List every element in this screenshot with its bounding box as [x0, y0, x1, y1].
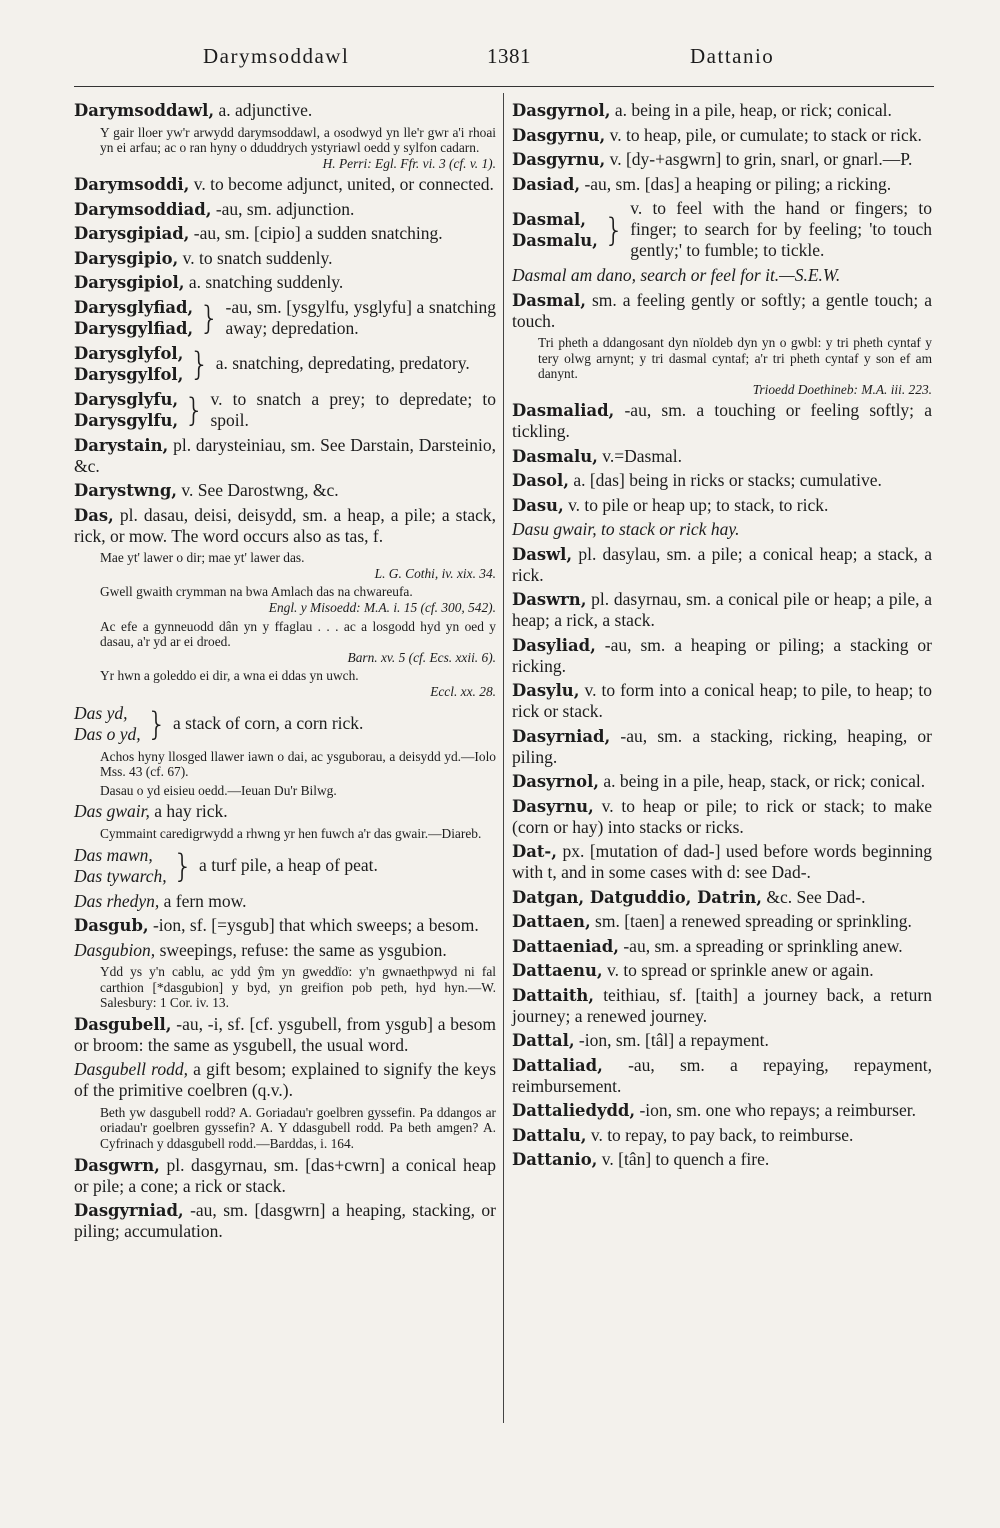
entry [512, 589, 932, 631]
quotation [74, 826, 496, 842]
definition: a. snatching, depredating, predatory. [215, 353, 470, 374]
entry [512, 635, 932, 677]
headword: Dasgyrnu, [512, 150, 606, 169]
headword: Dasmal, [512, 290, 586, 310]
definition: v. to feel with the hand or fingers; to finger; to search for by feeling; 'to touch gently;' to fumble; to tickle. [630, 198, 932, 260]
entry [512, 1030, 932, 1051]
definition: a. snatching suddenly. [188, 272, 344, 293]
right-column [512, 100, 932, 1174]
headword: Darystain, [74, 435, 169, 455]
headword: Dasgwrn, [74, 1155, 160, 1175]
headword-variant: Dasmalu, [512, 230, 598, 250]
quotation [74, 783, 496, 799]
citation: Engl. y Misoedd: M.A. i. 15 (cf. 300, 542). [268, 600, 496, 616]
entry [512, 911, 932, 932]
headword-variant: Darysgylfol, [74, 364, 184, 384]
entry [74, 1059, 496, 1101]
headword: Dattaliad, [512, 1055, 603, 1075]
brace: } [184, 390, 205, 429]
definition: pl. dasau, deisi, deisydd, sm. a heap, a pile; a stack, rick, or mow. The word occurs also as tas, f. [74, 504, 496, 546]
entry [512, 796, 932, 838]
brace: } [146, 704, 167, 743]
paired-entry [74, 703, 496, 745]
paired-entry [74, 389, 496, 431]
headword: Darymsoddawl, [74, 101, 215, 120]
entry [512, 446, 932, 467]
headword: Darysglyfiad, [74, 297, 194, 317]
definition: v. to form into a conical heap; to pile, to heap; to rick or stack. [512, 680, 932, 722]
definition: v. to become adjunct, united, or connected. [193, 174, 494, 195]
quote-text: Gwell gwaith crymman na bwa Amlach das na chwareufa. [100, 584, 413, 600]
quote-text: Cymmaint caredigrwydd a rhwng yr hen fuwch a'r das gwair.—Diareb. [100, 825, 482, 841]
phrase: Dasmal am dano, search or feel for it.—S.E.W. [512, 265, 841, 285]
definition: -au, sm. a repaying, repayment, reimbursement. [512, 1054, 933, 1096]
headword: Darysgipio, [74, 248, 179, 268]
definition: a turf pile, a heap of peat. [199, 855, 378, 875]
quotation [74, 668, 496, 699]
definition: -au, sm. a touching or feeling softly; a tickling. [512, 400, 933, 442]
phrase: Das mawn, [74, 844, 153, 865]
entry [74, 435, 496, 477]
entry [512, 887, 932, 908]
definition: -ion, sf. [=ysgub] that which sweeps; a besom. [152, 915, 479, 935]
page-number: 1381 [487, 44, 531, 68]
definition: v. to snatch a prey; to depredate; to spoil. [210, 388, 496, 430]
phrase: Dasgubion, [74, 939, 156, 960]
entry [512, 1149, 932, 1170]
quotation [74, 1105, 496, 1152]
phrase-variant: Das o yd, [74, 723, 141, 744]
headword: Datgan, Datguddio, Datrin, [512, 887, 762, 907]
entry [74, 100, 496, 121]
paired-entry [74, 845, 496, 887]
entry [74, 1200, 496, 1242]
entry [512, 936, 932, 957]
entry [74, 801, 496, 822]
entry [512, 680, 932, 722]
definition: a. being in a pile, heap, stack, or rick; conical. [603, 771, 926, 792]
entry [512, 1100, 932, 1121]
headword-variant: Darysgylfiad, [74, 318, 194, 338]
quote-text: Tri pheth a ddangosant dyn nïoldeb dyn yn o gwbl: y tri pheth cyntaf y tery olwg arnynt; y tri dasmal cyntaf; a'r tri pheth cyntaf y son ef am danynt. [538, 335, 932, 382]
definition: a. being in a pile, heap, or rick; conical. [614, 100, 892, 120]
quotation [74, 584, 496, 615]
definition: -au, sm. [ysgylfu, ysglyfu] a snatching away; depredation. [225, 296, 496, 338]
quote-text: Beth yw dasgubell rodd? A. Goriadau'r goelbren gyssefin. Pa ddangos ar oriadau'r goelbren gyssefin? A. Y ddasgubell rodd. Pa beth amgen? A. Cyfrinach y ddasgubell rodd.—Barddas, i. 164. [100, 1104, 496, 1151]
definition: -au, sm. a stacking, ricking, heaping, or piling. [512, 725, 933, 767]
headword: Dattanio, [512, 1150, 598, 1170]
quotation [74, 749, 496, 780]
definition: v. [dy-+asgwrn] to grin, snarl, or gnarl.—P. [609, 149, 913, 169]
left-column [74, 100, 496, 1246]
phrase: Das yd, [74, 702, 128, 723]
quotation [74, 964, 496, 1011]
phrase-entry [512, 265, 932, 286]
entry [512, 174, 932, 195]
entry [74, 891, 496, 912]
headword: Dasmal, [512, 209, 586, 229]
definition: pl. dasyrnau, sm. a conical pile or heap; a pile, a heap; a rick, a stack. [512, 589, 932, 631]
quotation [74, 550, 496, 581]
citation: Trioedd Doethineb: M.A. iii. 223. [752, 381, 932, 397]
headword: Dattaenu, [512, 961, 603, 981]
entry [74, 174, 496, 195]
headword: Dattaen, [512, 912, 591, 932]
headword: Das, [74, 505, 114, 525]
headword: Darysgipiad, [74, 224, 190, 244]
quotation [512, 335, 932, 397]
phrase: Das rhedyn, [74, 890, 160, 911]
definition: -au, sm. a spreading or sprinkling anew. [623, 935, 903, 956]
definition: px. [mutation of dad-] used before words beginning with t, and in some cases with d: see Dad-. [512, 841, 932, 883]
entry [512, 985, 932, 1027]
entry [512, 495, 932, 516]
entry [512, 726, 932, 768]
definition: -au, sm. a heaping or piling; a stacking or ricking. [512, 634, 932, 676]
citation: L. G. Cothi, iv. xix. 34. [374, 565, 496, 581]
entry [74, 272, 496, 293]
entry [512, 544, 932, 586]
definition: -ion, sm. [tâl] a repayment. [578, 1030, 769, 1051]
definition: v. to pile or heap up; to stack, to rick. [568, 494, 829, 515]
running-header [75, 44, 933, 78]
entry [74, 1155, 496, 1197]
brace: } [603, 210, 625, 249]
entry [512, 960, 932, 981]
definition: a stack of corn, a corn rick. [172, 713, 364, 734]
entry [74, 248, 496, 269]
phrase: Das gwair, [74, 801, 150, 822]
definition: teithiau, sf. [taith] a journey back, a return journey; a renewed journey. [512, 984, 933, 1026]
definition: a gift besom; explained to signify the keys of the primitive coelbren (q.v.). [74, 1059, 497, 1101]
entry [512, 771, 932, 792]
definition: v. See Darostwng, &c. [181, 480, 339, 501]
definition: v. to repay, to pay back, to reimburse. [590, 1124, 854, 1145]
definition: pl. dasgyrnau, sm. [das+cwrn] a conical heap or pile; a cone; a rick or stack. [74, 1154, 497, 1196]
headword: Dasgyrnol, [512, 101, 611, 120]
headword: Dasol, [512, 471, 569, 491]
headword: Dattaliedydd, [512, 1101, 636, 1121]
headword: Daswrn, [512, 590, 587, 610]
definition: a. [das] being in ricks or stacks; cumulative. [573, 470, 882, 491]
quote-text: Ac efe a gynneuodd dân yn y ffaglau . . . ac a losgodd hyd yn oed y dasau, a'r yd ar ei droed. [100, 618, 496, 650]
quote-text: Dasau o yd eisieu oedd.—Ieuan Du'r Bilwg. [100, 782, 337, 798]
quotation [74, 125, 496, 172]
headword: Dasylu, [512, 681, 580, 701]
citation: Eccl. xx. 28. [430, 684, 496, 700]
entry [512, 149, 932, 170]
definition: -ion, sm. one who repays; a reimburser. [639, 1100, 916, 1121]
headword: Dattal, [512, 1031, 575, 1051]
definition: v. to snatch suddenly. [182, 247, 333, 268]
entry [512, 1125, 932, 1146]
headword: Dattaeniad, [512, 936, 619, 956]
headword: Dasiad, [512, 174, 581, 194]
headword: Dasgyrnu, [512, 125, 606, 145]
entry [74, 199, 496, 220]
quote-text: Y gair lloer yw'r arwydd darymsoddawl, a osodwyd yn lle'r gwr a'i rhoai yn ei arfau; ac o ran hyny o dduddrych ystyriawl oedd y sylfon cadarn. [100, 124, 496, 156]
definition: a hay rick. [154, 801, 228, 822]
definition: -au, sm. adjunction. [215, 198, 355, 219]
headword: Darysgipiol, [74, 273, 185, 293]
definition: sweepings, refuse: the same as ysgubion. [159, 939, 447, 960]
definition: sm. [taen] a renewed spreading or sprinkling. [595, 911, 912, 932]
phrase: Dasu gwair, to stack or rick hay. [512, 519, 740, 540]
quote-text: Ydd ys y'n cablu, ac ydd ŷm yn gweddïo: y'n gwnaethpwyd ni fal carthion [*dasgubion] y byd, yn greifion pob peth, hyd hyn.—W. Salesbury: 1 Cor. iv. 13. [100, 964, 496, 1011]
definition: -au, -i, sf. [cf. ysgubell, from ysgub] a besom or broom: the same as ysgubell, the usual word. [74, 1013, 497, 1055]
headword: Dasmalu, [512, 446, 598, 466]
headword: Dattaith, [512, 985, 595, 1005]
definition: v.=Dasmal. [602, 445, 682, 466]
citation: Barn. xv. 5 (cf. Ecs. xxii. 6). [347, 649, 496, 665]
column-divider [503, 93, 504, 1423]
headword: Dasyrnol, [512, 772, 600, 792]
headword: Darymsoddiad, [74, 199, 212, 219]
definition: v. to heap or pile; to rick or stack; to make (corn or hay) into stacks or ricks. [512, 795, 933, 837]
entry [74, 940, 496, 961]
headword: Dasyliad, [512, 635, 596, 655]
entry [74, 480, 496, 501]
brace: } [189, 344, 210, 383]
entry [74, 505, 496, 547]
citation: H. Perri: Egl. Ffr. vi. 3 (cf. v. 1). [322, 155, 496, 171]
definition: pl. darysteiniau, sm. See Darstain, Darsteinio, &c. [74, 434, 496, 476]
paired-entry [512, 198, 932, 261]
headword: Darysglyfu, [74, 389, 179, 409]
quote-text: Achos hyny llosged llawer iawn o dai, ac ysguborau, a deisydd yd.—Iolo Mss. 43 (cf. 67). [100, 748, 496, 780]
headword: Dasyrnu, [512, 796, 594, 816]
entry [74, 223, 496, 244]
headword: Daswl, [512, 544, 573, 564]
entry [512, 841, 932, 883]
definition: a fern mow. [163, 890, 247, 911]
entry [512, 290, 932, 332]
entry [512, 100, 932, 121]
headword: Dasu, [512, 495, 564, 515]
headword: Dasyrniad, [512, 726, 611, 746]
headword: Darysglyfol, [74, 343, 184, 363]
quotation [74, 619, 496, 666]
definition: pl. dasylau, sm. a pile; a conical heap; a stack, a rick. [512, 543, 933, 585]
headword: Dat-, [512, 842, 557, 862]
brace: } [172, 846, 194, 885]
definition: v. [tân] to quench a fire. [601, 1149, 770, 1170]
phrase-entry [512, 519, 932, 540]
headword: Darymsoddi, [74, 175, 190, 195]
definition: &c. See Dad-. [766, 886, 866, 907]
entry [512, 125, 932, 146]
headword: Dasgubell, [74, 1014, 172, 1034]
headword: Dasmaliad, [512, 401, 615, 421]
header-rule [74, 86, 934, 87]
brace: } [199, 298, 220, 337]
phrase-variant: Das tywarch, [74, 865, 167, 886]
definition: v. to heap, pile, or cumulate; to stack or rick. [609, 124, 922, 145]
entry [512, 400, 932, 442]
entry [512, 1055, 932, 1097]
definition: sm. a feeling gently or softly; a gentle touch; a touch. [512, 289, 932, 331]
right-guide-word: Dattanio [690, 44, 775, 68]
definition: v. to spread or sprinkle anew or again. [606, 960, 874, 981]
entry [74, 1014, 496, 1056]
quote-text: Mae yt' lawer o dir; mae yt' lawer das. [100, 550, 305, 566]
definition: -au, sm. [dasgwrn] a heaping, stacking, or piling; accumulation. [74, 1200, 497, 1242]
headword: Dasgub, [74, 916, 149, 935]
headword: Dattalu, [512, 1125, 587, 1145]
headword: Dasgyrniad, [74, 1201, 184, 1221]
definition: -au, sm. [das] a heaping or piling; a ricking. [584, 173, 892, 194]
paired-entry [74, 297, 496, 339]
definition: -au, sm. [cipio] a sudden snatching. [193, 223, 443, 244]
headword-variant: Darysgylfu, [74, 410, 179, 430]
entry [512, 470, 932, 491]
definition: a. adjunctive. [218, 100, 313, 120]
paired-entry [74, 343, 496, 385]
headword: Darystwng, [74, 481, 177, 501]
quote-text: Yr hwn a goleddo ei dir, a wna ei ddas yn uwch. [100, 668, 359, 684]
entry [74, 915, 496, 936]
phrase: Dasgubell rodd, [74, 1059, 188, 1080]
left-guide-word: Darymsoddawl [203, 44, 350, 68]
